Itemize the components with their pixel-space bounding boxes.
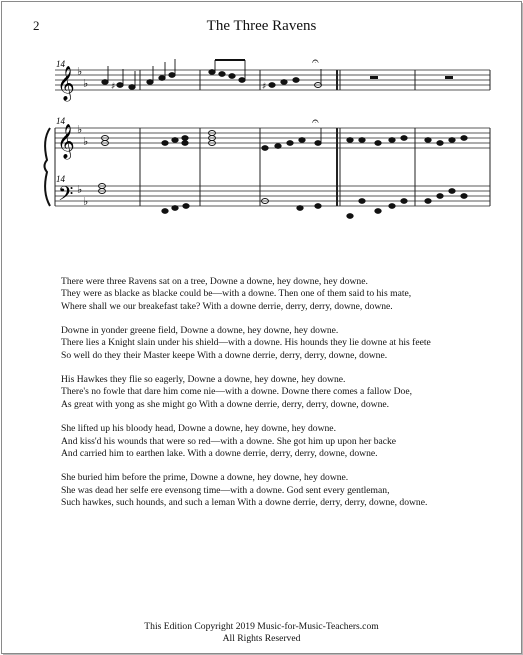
stanza-3 — [61, 374, 501, 411]
svg-text:♭: ♭ — [83, 77, 89, 90]
lyric-line: Such hawkes, such hounds, and such a leman With a downe derrie, derry, derry, downe, downe. — [61, 496, 428, 508]
measure-number-bass: 14 — [56, 174, 65, 184]
page-number: 2 — [33, 18, 40, 33]
lyric-line: She buried him before the prime, Downe a downe, hey downe, hey downe. — [61, 472, 349, 484]
lyric-line: She was dead her selfe ere evensong time—with a downe. God sent every gentleman, — [61, 484, 390, 496]
stanza-5 — [61, 472, 501, 509]
lyric-line: There's no fowle that dare him come nie—with a downe. Downe there comes a fallow Doe, — [61, 386, 412, 398]
lyrics-block — [61, 276, 501, 521]
svg-text:♭: ♭ — [83, 195, 89, 208]
key-signature — [77, 65, 88, 208]
page-title: The Three Ravens — [206, 18, 317, 34]
svg-text:♭: ♭ — [77, 65, 83, 78]
measure-number-voice: 14 — [56, 59, 65, 69]
stanza-2 — [61, 325, 501, 362]
piano-brace — [45, 128, 51, 206]
measure-number-treble: 14 — [56, 116, 65, 126]
lyric-line: There were three Ravens sat on a tree, Downe a downe, hey downe, hey downe. — [61, 276, 368, 287]
treble-clef-icon: 𝄞 — [57, 66, 75, 101]
svg-text:♭: ♭ — [83, 135, 89, 148]
svg-text:♯: ♯ — [111, 82, 116, 92]
svg-text:♭: ♭ — [77, 183, 83, 196]
bass-clef-icon: 𝄢 — [58, 182, 74, 210]
lyric-line: They were as blacke as blacke could be—with a downe. Then one of them said to his mate, — [61, 288, 412, 300]
lyric-line: And kiss'd his wounds that were so red—with a downe. She got him up upon her backe — [61, 435, 397, 447]
lyric-line: There lies a Knight slain under his shield—with a downe. His hounds they lie downe at his feete — [61, 337, 431, 349]
copyright-line: This Edition Copyright 2019 Music-for-Music-Teachers.com — [144, 621, 379, 632]
staff-piano-treble — [55, 128, 490, 148]
lyric-line: She lifted up his bloody head, Downe a downe, hey downe, hey downe. — [61, 423, 336, 435]
lyric-line: Downe in yonder greene field, Downe a downe, hey downe, hey downe. — [61, 325, 339, 337]
svg-text:𝄐: 𝄐 — [312, 114, 319, 128]
stanza-1 — [61, 276, 501, 313]
treble-clef-icon: 𝄞 — [57, 124, 75, 159]
music-score — [0, 0, 523, 260]
stanza-4 — [61, 423, 501, 460]
treble-notes — [102, 114, 468, 150]
voice-notes — [102, 54, 453, 92]
lyric-line: His Hawkes they flie so eagerly, Downe a downe, hey downe, hey downe. — [61, 374, 346, 386]
copyright-footer — [0, 621, 523, 644]
svg-text:♭: ♭ — [77, 123, 83, 136]
svg-text:𝄐: 𝄐 — [312, 54, 319, 68]
lyric-line: And carried him to earthen lake. With a downe derrie, derry, derry, downe, downe. — [61, 447, 378, 459]
staff-piano-bass — [55, 186, 490, 206]
lyric-line: As great with yong as she might go With a downe derrie, derry, derry, downe, downe. — [61, 398, 390, 410]
lyric-line: So well do they their Master keepe With a downe derrie, derry, derry, downe, downe. — [61, 349, 388, 361]
rights-line: All Rights Reserved — [222, 632, 301, 644]
lyric-line: Where shall we our breakefast take? With a downe derrie, derry, derry, downe, downe. — [61, 300, 393, 312]
svg-text:♯: ♯ — [262, 82, 267, 92]
